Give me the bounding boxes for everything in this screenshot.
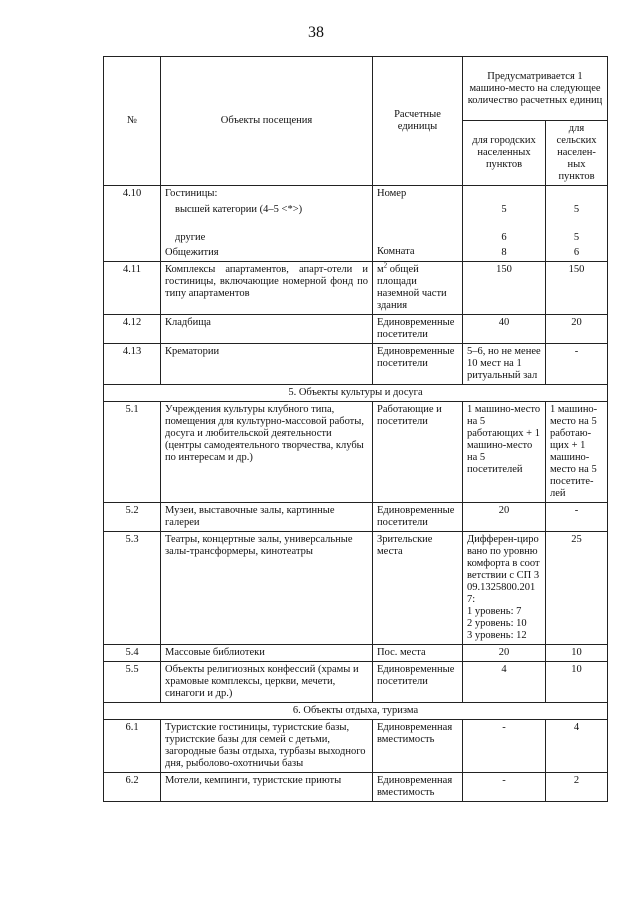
unit-hostel-room: Комната — [377, 246, 415, 257]
row-number: 4.11 — [104, 262, 161, 315]
row-number: 5.5 — [104, 662, 161, 703]
table-row — [104, 773, 608, 802]
row-rural: 10 — [546, 662, 608, 703]
row-urban: 5–6, но не менее 10 мест на 1 ритуальный зал — [463, 344, 546, 385]
header-urban: для городских населенных пунктов — [463, 121, 546, 186]
row-unit: Единовременные посетители — [373, 503, 463, 532]
row-number: 5.4 — [104, 645, 161, 662]
row-number: 5.3 — [104, 532, 161, 645]
table-row — [104, 344, 608, 385]
row-number: 4.12 — [104, 315, 161, 344]
unit-sup: 2 — [383, 261, 388, 270]
row-urban: - — [463, 773, 546, 802]
row-rural: 1 машино-место на 5 работаю-щих + 1 машино-место на 5 посетите-лей — [546, 402, 608, 503]
row-number: 5.2 — [104, 503, 161, 532]
row-urban — [463, 532, 546, 645]
section-heading: 5. Объекты культуры и досуга — [104, 385, 608, 402]
page-number: 38 — [308, 24, 324, 41]
value-high-urban: 5 — [501, 204, 507, 215]
row-object: Кладбища — [161, 315, 373, 344]
row-object — [161, 186, 373, 262]
table-row — [104, 720, 608, 773]
row-object: Туристские гостиницы, туристские базы, туристские базы для семей с детьми, загородные базы отдыха, турбазы выходного дня, рыболово-охотничьи базы — [161, 720, 373, 773]
row-unit: Единовременные посетители — [373, 662, 463, 703]
hotels-title: Гостиницы: — [165, 188, 218, 199]
header-rural: для сельских населен-ных пунктов — [546, 121, 608, 186]
hotels-high-category: высшей категории (4–5 <*>) — [175, 204, 303, 215]
row-unit: Единовременная вместимость — [373, 720, 463, 773]
table-row — [104, 402, 608, 503]
value-hostel-urban: 8 — [501, 247, 507, 258]
row-urban: 4 — [463, 662, 546, 703]
row-urban: 150 — [463, 262, 546, 315]
row-unit: Единовременные посетители — [373, 315, 463, 344]
row-rural: 4 — [546, 720, 608, 773]
row-object: Объекты религиозных конфессий (храмы и храмовые комплексы, церкви, мечети, синагоги и др.) — [161, 662, 373, 703]
row-object: Учреждения культуры клубного типа, помещения для культурно-массовой работы, досуга и любительской деятельности (центры самодеятельного творчества, клубы по интересам и др.) — [161, 402, 373, 503]
unit-rest: общей площади наземной части здания — [377, 264, 447, 311]
table-row — [104, 662, 608, 703]
value-other-urban: 6 — [501, 232, 507, 243]
parking-norms-table — [103, 56, 608, 802]
row-number: 4.10 — [104, 186, 161, 262]
row-urban: 20 — [463, 645, 546, 662]
section-row — [104, 385, 608, 402]
comfort-level-1: 1 уровень: 7 — [467, 606, 522, 617]
unit-m: м — [377, 264, 384, 275]
header-units: Расчетные единицы — [373, 57, 463, 186]
comfort-level-3: 3 уровень: 12 — [467, 630, 527, 641]
row-urban: 1 машино-место на 5 работающих + 1 машино-место на 5 посетителей — [463, 402, 546, 503]
row-urban: 20 — [463, 503, 546, 532]
table-row — [104, 262, 608, 315]
row-object: Крематории — [161, 344, 373, 385]
row-object: Комплексы апартаментов, апарт-отели и гостиницы, включающие номерной фонд по типу апартаментов — [161, 262, 373, 315]
row-number: 5.1 — [104, 402, 161, 503]
row-urban: 40 — [463, 315, 546, 344]
table-row — [104, 645, 608, 662]
row-rural: - — [546, 344, 608, 385]
header-provision: Предусматривается 1 машино-место на следующее количество расчетных единиц — [463, 57, 608, 121]
row-object: Театры, концертные залы, универсальные залы-трансформеры, кинотеатры — [161, 532, 373, 645]
unit-room: Номер — [377, 188, 407, 199]
row-object: Музеи, выставочные залы, картинные галереи — [161, 503, 373, 532]
row-rural: 20 — [546, 315, 608, 344]
row-number: 6.1 — [104, 720, 161, 773]
section-heading: 6. Объекты отдыха, туризма — [104, 703, 608, 720]
row-rural: 2 — [546, 773, 608, 802]
row-unit: Зрительские места — [373, 532, 463, 645]
row-rural — [546, 186, 608, 262]
row-object: Мотели, кемпинги, туристские приюты — [161, 773, 373, 802]
header-no: № — [104, 57, 161, 186]
comfort-note: Дифферен-цировано по уровню комфорта в соответствии с СП 309.1325800.2017: — [467, 534, 540, 605]
comfort-level-2: 2 уровень: 10 — [467, 618, 527, 629]
row-urban: - — [463, 720, 546, 773]
table-row — [104, 532, 608, 645]
row-unit — [373, 186, 463, 262]
row-urban — [463, 186, 546, 262]
row-unit: Единовременная вместимость — [373, 773, 463, 802]
row-rural: - — [546, 503, 608, 532]
header-row — [104, 57, 608, 121]
header-object: Объекты посещения — [161, 57, 373, 186]
row-rural: 150 — [546, 262, 608, 315]
row-rural: 10 — [546, 645, 608, 662]
hostels-label: Общежития — [165, 247, 219, 258]
row-unit: Единовременные посетители — [373, 344, 463, 385]
row-unit — [373, 262, 463, 315]
row-number: 4.13 — [104, 344, 161, 385]
value-other-rural: 5 — [573, 232, 580, 243]
value-high-rural: 5 — [573, 204, 580, 215]
row-number: 6.2 — [104, 773, 161, 802]
row-unit: Пос. места — [373, 645, 463, 662]
table-row — [104, 186, 608, 262]
row-object: Массовые библиотеки — [161, 645, 373, 662]
value-hostel-rural: 6 — [573, 247, 580, 258]
row-unit: Работающие и посетители — [373, 402, 463, 503]
table-row — [104, 503, 608, 532]
row-rural: 25 — [546, 532, 608, 645]
hotels-other: другие — [175, 232, 206, 243]
section-row — [104, 703, 608, 720]
table-row — [104, 315, 608, 344]
